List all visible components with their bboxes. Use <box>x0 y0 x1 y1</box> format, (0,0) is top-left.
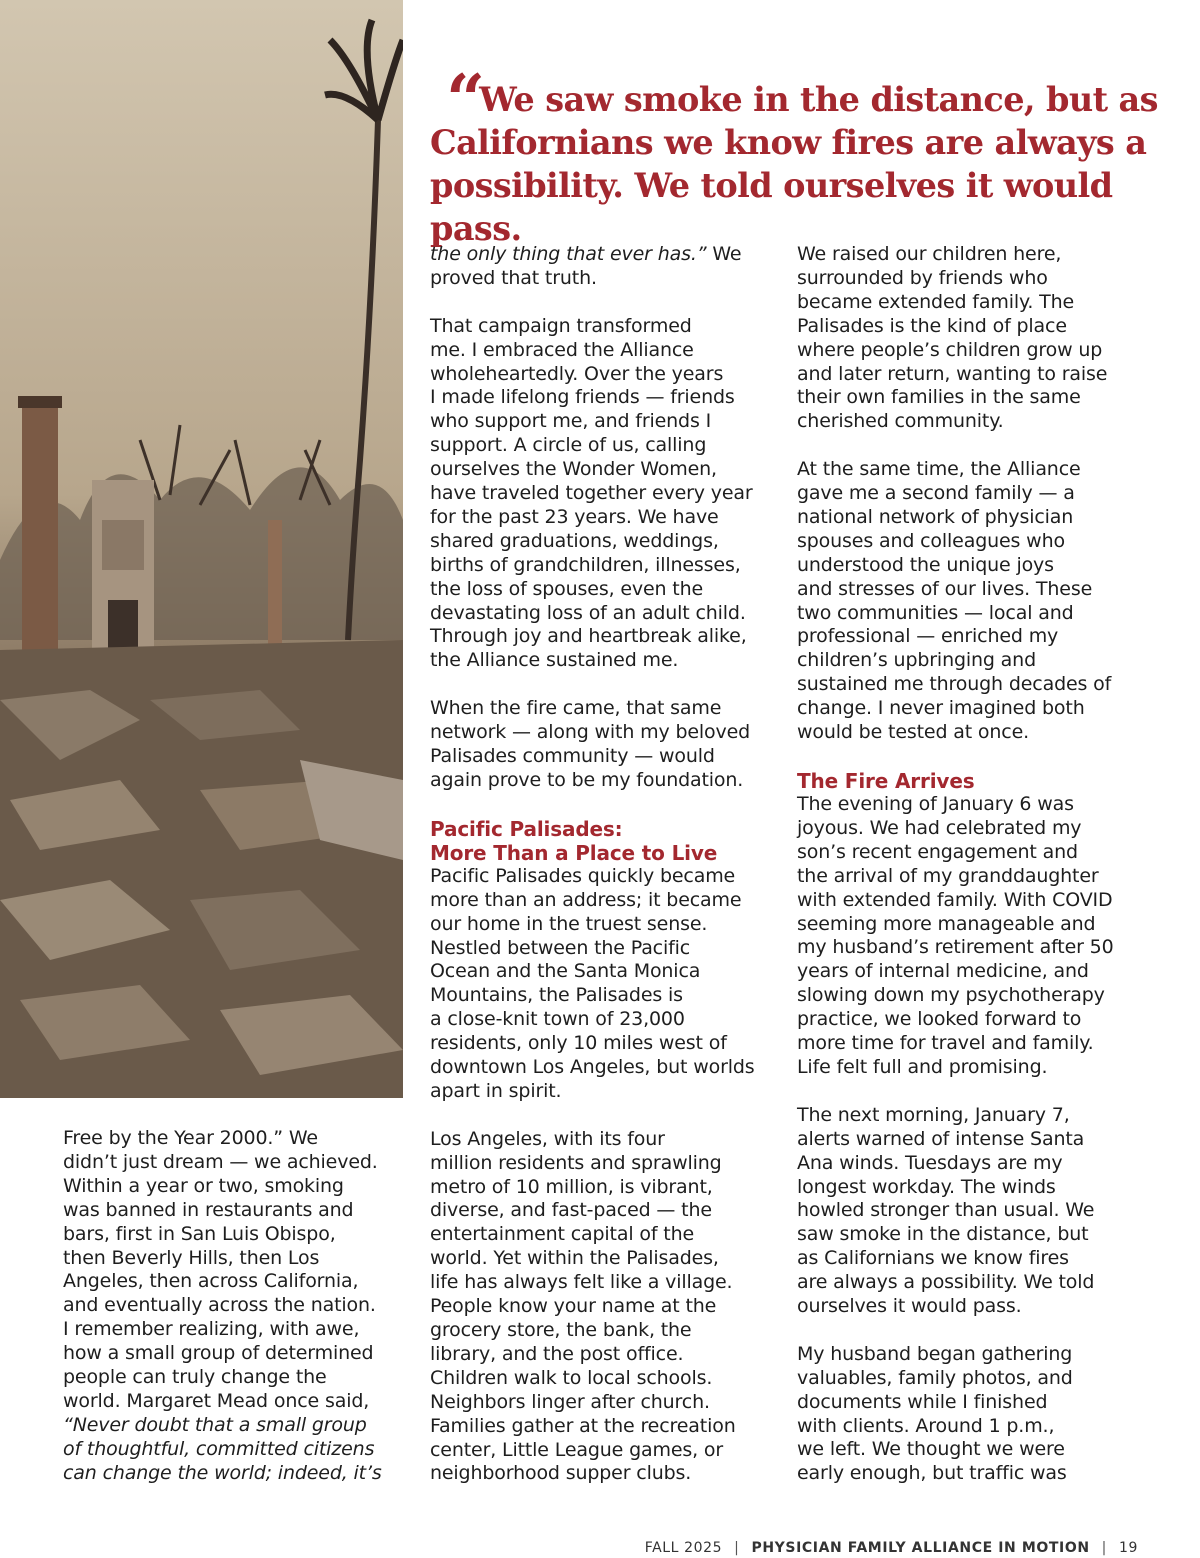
text-line: son’s recent engagement and <box>797 840 1078 863</box>
text-line: valuables, family photos, and <box>797 1366 1073 1389</box>
text-line: life has always felt like a village. <box>430 1271 733 1294</box>
text-line: we left. We thought we were <box>797 1438 1065 1461</box>
text-line: longest workday. The winds <box>797 1175 1056 1198</box>
text-line: joyous. We had celebrated my <box>797 816 1082 839</box>
text-line: world. Yet within the Palisades, <box>430 1247 719 1270</box>
article-column-left <box>63 1127 408 1486</box>
text-line: metro of 10 million, is vibrant, <box>430 1175 713 1198</box>
text-line: My husband began gathering <box>797 1342 1073 1365</box>
text-line: years of internal medicine, and <box>797 960 1089 983</box>
text-line: seeming more manageable and <box>797 912 1096 935</box>
text-line: I remember realizing, with awe, <box>63 1318 360 1341</box>
text-line: wholeheartedly. Over the years <box>430 362 724 385</box>
text-line: The next morning, January 7, <box>797 1103 1070 1126</box>
text-line: We raised our children here, <box>797 243 1062 265</box>
text-line: ourselves the Wonder Women, <box>430 458 717 481</box>
text-line: again prove to be my foundation. <box>430 768 744 791</box>
text-line: a close-knit town of 23,000 <box>430 1008 685 1031</box>
text-line: have traveled together every year <box>430 482 753 505</box>
text-line: howled stronger than usual. We <box>797 1199 1095 1222</box>
footer-magazine-title: PHYSICIAN FAMILY ALLIANCE IN MOTION <box>751 1540 1090 1556</box>
burned-ruins-photo <box>0 0 403 1098</box>
text-line: can change the world; indeed, it’s <box>63 1461 382 1484</box>
text-line: my husband’s retirement after 50 <box>797 936 1114 959</box>
text-line: library, and the post office. <box>430 1342 684 1365</box>
text-line: Neighbors linger after church. <box>430 1390 710 1413</box>
text-line: “Never doubt that a small group <box>63 1413 367 1436</box>
paragraph <box>797 243 1142 434</box>
paragraph <box>797 793 1142 1080</box>
text-line: residents, only 10 miles west of <box>430 1032 727 1055</box>
text-line: million residents and sprawling <box>430 1151 722 1174</box>
text-line: At the same time, the Alliance <box>797 458 1081 481</box>
text-line: Nestled between the Pacific <box>430 936 691 959</box>
text-line: Mountains, the Palisades is <box>430 984 683 1007</box>
text-line: People know your name at the <box>430 1295 717 1318</box>
text-line: professional — enriched my <box>797 625 1059 648</box>
text-line: Children walk to local schools. <box>430 1366 713 1389</box>
text-line: two communities — local and <box>797 601 1074 624</box>
footer-season: FALL 2025 <box>644 1540 723 1556</box>
text-line: practice, we looked forward to <box>797 1008 1082 1031</box>
footer-separator: | <box>734 1540 740 1556</box>
text-line: Angeles, then across California, <box>63 1270 359 1293</box>
text-line: ourselves it would pass. <box>797 1295 1022 1318</box>
text-line: diverse, and fast-paced — the <box>430 1199 712 1222</box>
text-line: understood the unique joys <box>797 553 1054 576</box>
text-line: me. I embraced the Alliance <box>430 338 694 361</box>
text-line: cherished community. <box>797 410 1004 433</box>
text-line: sustained me through decades of <box>797 673 1112 696</box>
text-line: our home in the truest sense. <box>430 912 708 935</box>
text-line: proved that truth. <box>430 266 597 289</box>
text-line: network — along with my beloved <box>430 721 751 744</box>
text-line: documents while I finished <box>797 1390 1048 1413</box>
paragraph <box>797 458 1142 745</box>
text-line: Families gather at the recreation <box>430 1414 736 1437</box>
text-line: support. A circle of us, calling <box>430 434 707 457</box>
text-line: didn’t just dream — we achieved. <box>63 1150 378 1173</box>
text-line: entertainment capital of the <box>430 1223 694 1246</box>
text-line: shared graduations, weddings, <box>430 529 719 552</box>
page-footer <box>645 1540 1138 1556</box>
text-line: are always a possibility. We told <box>797 1271 1095 1294</box>
section-heading-fire-arrives: The Fire Arrives <box>797 769 975 794</box>
text-line: bars, first in San Luis Obispo, <box>63 1222 336 1245</box>
text-line: When the fire came, that same <box>430 697 722 720</box>
text-line: with clients. Around 1 p.m., <box>797 1414 1055 1437</box>
text-line: children’s upbringing and <box>797 649 1036 672</box>
quote-mark-icon: “ <box>446 60 478 140</box>
text-line: who support me, and friends I <box>430 410 712 433</box>
text-line: Life felt full and promising. <box>797 1055 1048 1078</box>
text-line: and later return, wanting to raise <box>797 362 1108 385</box>
page-number: 19 <box>1118 1540 1138 1556</box>
text-line: national network of physician <box>797 505 1074 528</box>
text-line: Through joy and heartbreak alike, <box>430 625 747 648</box>
text-line: Pacific Palisades: <box>430 816 623 841</box>
text-line: more than an address; it became <box>430 888 742 911</box>
paragraph <box>797 1343 1142 1486</box>
article-column-middle <box>430 243 775 1486</box>
text-line: spouses and colleagues who <box>797 529 1065 552</box>
text-line: Within a year or two, smoking <box>63 1174 344 1197</box>
footer-separator: | <box>1101 1540 1107 1556</box>
text-line: the loss of spouses, even the <box>430 577 704 600</box>
paragraph <box>797 1104 1142 1319</box>
text-line: downtown Los Angeles, but worlds <box>430 1056 755 1079</box>
article-column-right <box>797 243 1142 1486</box>
text-line: surrounded by friends who <box>797 266 1048 289</box>
text-line: Palisades community — would <box>430 745 715 767</box>
text-line: with extended family. With COVID <box>797 888 1113 911</box>
text-line: devastating loss of an adult child. <box>430 601 746 624</box>
text-line: Ana winds. Tuesdays are my <box>797 1151 1063 1174</box>
burned-house-ruins-photo-icon <box>0 0 403 1098</box>
text-line: their own families in the same <box>797 386 1081 409</box>
text-line: Pacific Palisades quickly became <box>430 864 736 887</box>
text-line: apart in spirit. <box>430 1079 562 1102</box>
text-line: center, Little League games, or <box>430 1438 724 1461</box>
text-line: Ocean and the Santa Monica <box>430 960 701 983</box>
paragraph <box>430 243 775 291</box>
text-line: for the past 23 years. We have <box>430 505 719 528</box>
text-line: gave me a second family — a <box>797 482 1075 505</box>
paragraph <box>430 1128 775 1487</box>
text-line: Palisades is the kind of place <box>797 314 1067 337</box>
text-line: was banned in restaurants and <box>63 1198 354 1221</box>
pull-quote-text: We saw smoke in the distance, but as Californians we know fires are always a possibility. We told ourselves it would pass. <box>430 80 1158 248</box>
text-line: would be tested at once. <box>797 721 1030 744</box>
text-line: The evening of January 6 was <box>797 793 1074 816</box>
text-line: Los Angeles, with its four <box>430 1127 665 1150</box>
text-line: as Californians we know fires <box>797 1247 1069 1270</box>
paragraph <box>430 315 775 674</box>
text-line: That campaign transformed <box>430 314 692 337</box>
section-heading-pacific-palisades <box>430 817 775 865</box>
text-line: world. Margaret Mead once said, <box>63 1389 370 1412</box>
paragraph <box>430 697 775 793</box>
text-line: the Alliance sustained me. <box>430 649 679 672</box>
text-line: Free by the Year 2000.” We <box>63 1127 318 1149</box>
text-line: more time for travel and family. <box>797 1032 1094 1055</box>
text-line: slowing down my psychotherapy <box>797 984 1105 1007</box>
text-line: then Beverly Hills, then Los <box>63 1246 320 1269</box>
text-line: where people’s children grow up <box>797 338 1103 361</box>
paragraph <box>63 1127 408 1486</box>
text-line: and stresses of our lives. These <box>797 577 1093 600</box>
text-line: the arrival of my granddaughter <box>797 864 1099 887</box>
text-line: became extended family. The <box>797 290 1075 313</box>
text-line: change. I never imagined both <box>797 697 1085 720</box>
text-line: and eventually across the nation. <box>63 1294 376 1317</box>
text-line: neighborhood supper clubs. <box>430 1462 692 1485</box>
text-line: how a small group of determined <box>63 1342 374 1365</box>
text-line: births of grandchildren, illnesses, <box>430 553 741 576</box>
text-line: I made lifelong friends — friends <box>430 386 735 409</box>
text-line: saw smoke in the distance, but <box>797 1223 1089 1246</box>
text-line: grocery store, the bank, the <box>430 1319 692 1342</box>
text-line: of thoughtful, committed citizens <box>63 1437 375 1460</box>
text-line: people can truly change the <box>63 1366 327 1389</box>
text-line: the only thing that ever has.” We <box>430 243 742 265</box>
text-line: early enough, but traffic was <box>797 1462 1067 1485</box>
paragraph <box>430 865 775 1104</box>
pull-quote <box>430 60 1170 250</box>
text-line: More Than a Place to Live <box>430 840 718 865</box>
text-line: alerts warned of intense Santa <box>797 1127 1085 1150</box>
